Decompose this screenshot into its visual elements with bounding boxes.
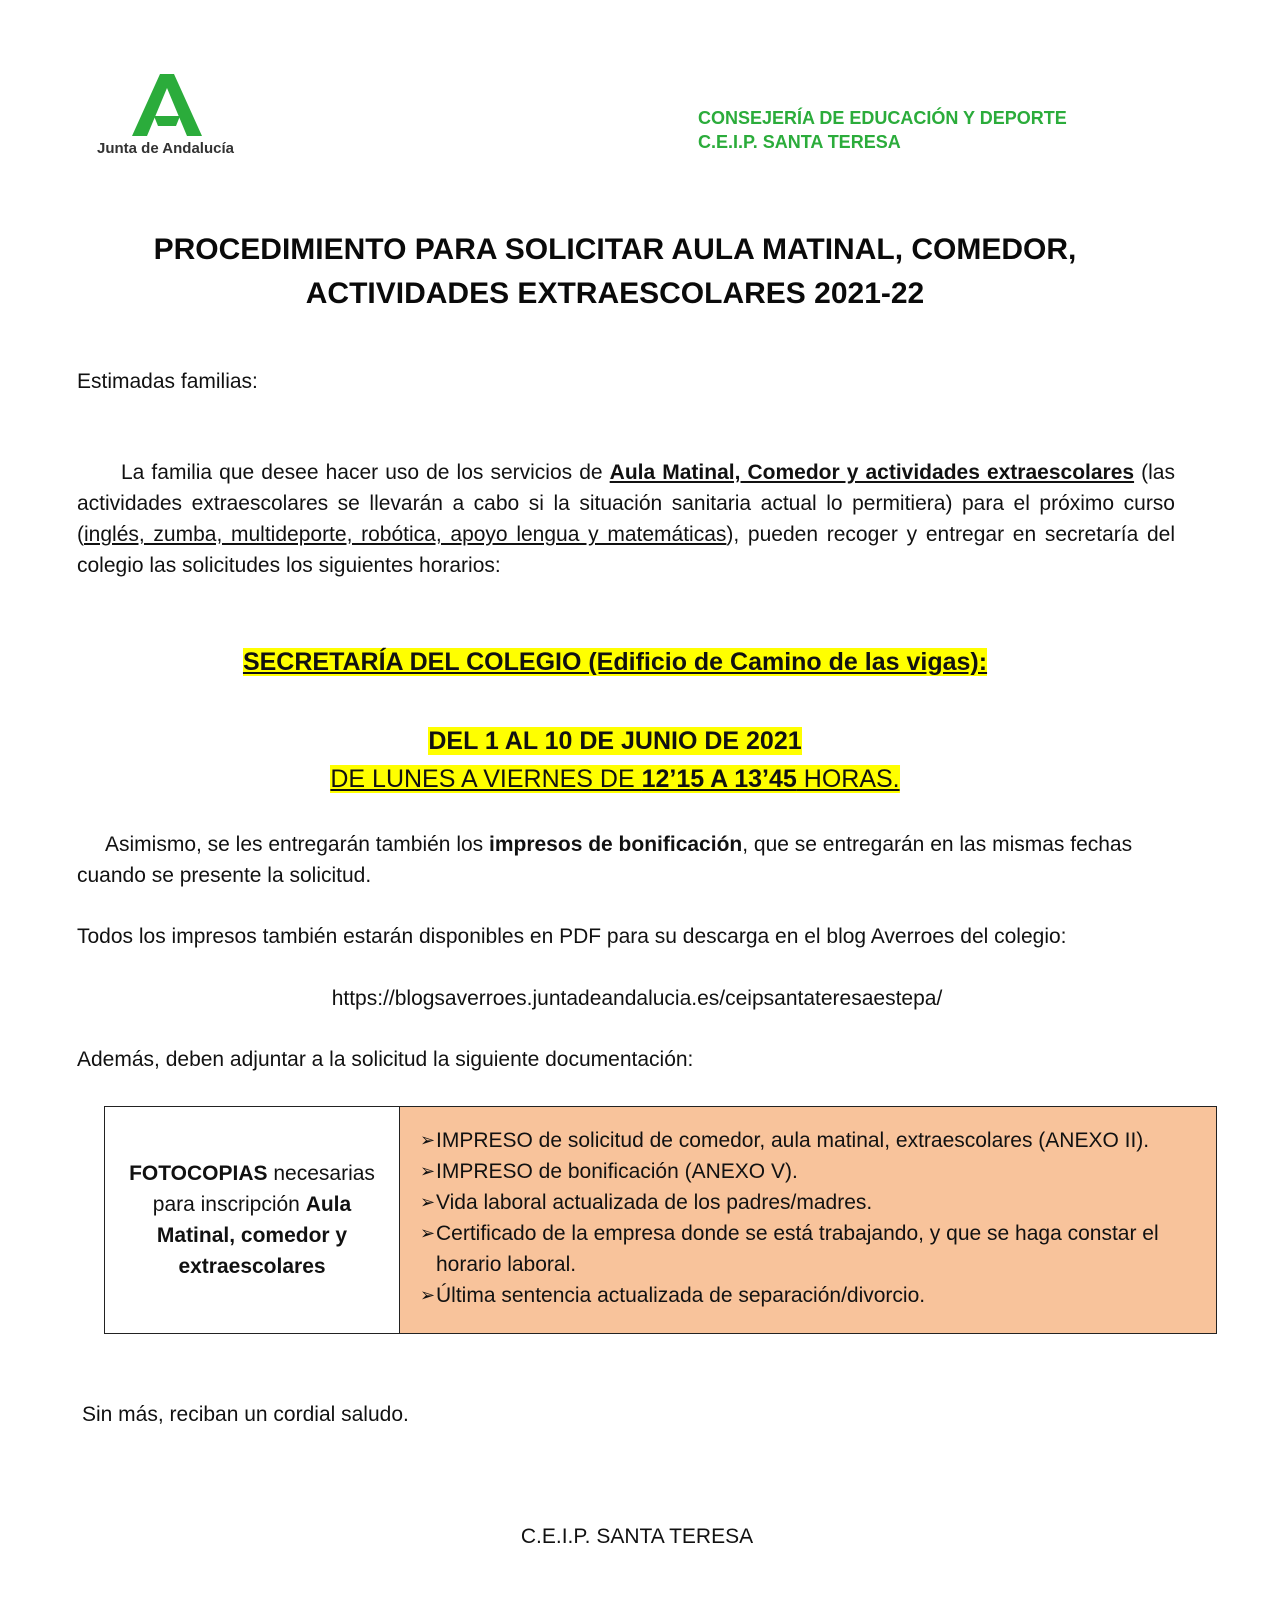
intro-text-1: La familia que desee hacer uso de los servicios de (121, 461, 610, 484)
documents-list (400, 1107, 1217, 1334)
arrow-bullet-icon: ➢ (420, 1130, 436, 1150)
school-name: C.E.I.P. SANTA TERESA (698, 132, 901, 152)
hours-suffix: HORAS. (796, 765, 900, 793)
pdf-availability-text: Todos los impresos también estarán disponibles en PDF para su descarga en el blog Averroes del colegio: (77, 925, 1067, 948)
junta-a-logo-icon (132, 74, 202, 136)
ministry-name: CONSEJERÍA DE EDUCACIÓN Y DEPORTE (698, 108, 1067, 128)
junta-logo (92, 74, 252, 164)
services-bold: Aula Matinal, comedor y extraescolares (156, 1193, 352, 1278)
list-item: ➢ Última sentencia actualizada de separación/divorcio. (420, 1280, 1202, 1311)
intro-paragraph (77, 457, 1175, 581)
bonus-text-2: , que se entregarán en las mismas fechas cuando se presente la solicitud. (77, 833, 1133, 887)
documents-intro: Además, deben adjuntar a la solicitud la siguiente documentación: (77, 1048, 694, 1071)
ministry-block (698, 106, 1067, 154)
title-line-1: PROCEDIMIENTO PARA SOLICITAR AULA MATINAL, COMEDOR, (153, 233, 1077, 266)
list-item: ➢ Vida laboral actualizada de los padres/madres. (420, 1187, 1202, 1218)
bonus-text-1: Asimismo, se les entregarán también los (105, 833, 489, 856)
arrow-bullet-icon: ➢ (420, 1161, 436, 1181)
secretaria-heading-text: SECRETARÍA DEL COLEGIO (Edificio de Camino de las vigas): (242, 648, 988, 676)
intro-text-3: ), pueden recoger y entregar en secretaría del colegio las solicitudes los siguientes horarios: (77, 523, 1175, 577)
secretaria-heading (60, 645, 1170, 679)
title-line-2: ACTIVIDADES EXTRAESCOLARES 2021-22 (305, 277, 925, 310)
bonus-bold: impresos de bonificación (489, 833, 743, 856)
greeting: Estimadas familias: (77, 370, 258, 393)
intro-text-2: (las actividades extraescolares se llevarán a cabo si la situación sanitaria actual lo permitiera) para el próximo curso ( (77, 461, 1175, 546)
documents-table-label (105, 1107, 400, 1334)
closing: Sin más, reciban un cordial saludo. (82, 1403, 409, 1426)
hours-prefix: DE LUNES A VIERNES DE (330, 765, 642, 793)
hours-range: 12’15 A 13’45 (641, 765, 797, 793)
photocopies-bold: FOTOCOPIAS (129, 1162, 268, 1185)
arrow-bullet-icon: ➢ (420, 1285, 436, 1305)
list-item: ➢ IMPRESO de solicitud de comedor, aula matinal, extraescolares (ANEXO II). (420, 1125, 1202, 1156)
services-list: Aula Matinal, Comedor y actividades extraescolares (609, 461, 1135, 484)
list-item: ➢ Certificado de la empresa donde se está trabajando, y que se haga constar el horario laboral. (420, 1218, 1202, 1280)
page-title (60, 228, 1170, 316)
signature: C.E.I.P. SANTA TERESA (520, 1525, 754, 1548)
arrow-bullet-icon: ➢ (420, 1223, 436, 1243)
bonus-paragraph (77, 829, 1157, 891)
hours-line (330, 765, 899, 793)
list-item: ➢ IMPRESO de bonificación (ANEXO V). (420, 1156, 1202, 1187)
activities-list: inglés, zumba, multideporte, robótica, apoyo lengua y matemáticas (84, 523, 727, 546)
documents-table (104, 1106, 1217, 1334)
blog-url[interactable]: https://blogsaverroes.juntadeandalucia.es/ceipsantateresaestepa/ (331, 987, 943, 1010)
dates-line: DEL 1 AL 10 DE JUNIO DE 2021 (428, 727, 802, 755)
schedule-block (60, 722, 1170, 798)
logo-text: Junta de Andalucía (97, 140, 234, 157)
arrow-bullet-icon: ➢ (420, 1192, 436, 1212)
photocopies-text: necesarias para inscripción (152, 1162, 375, 1216)
